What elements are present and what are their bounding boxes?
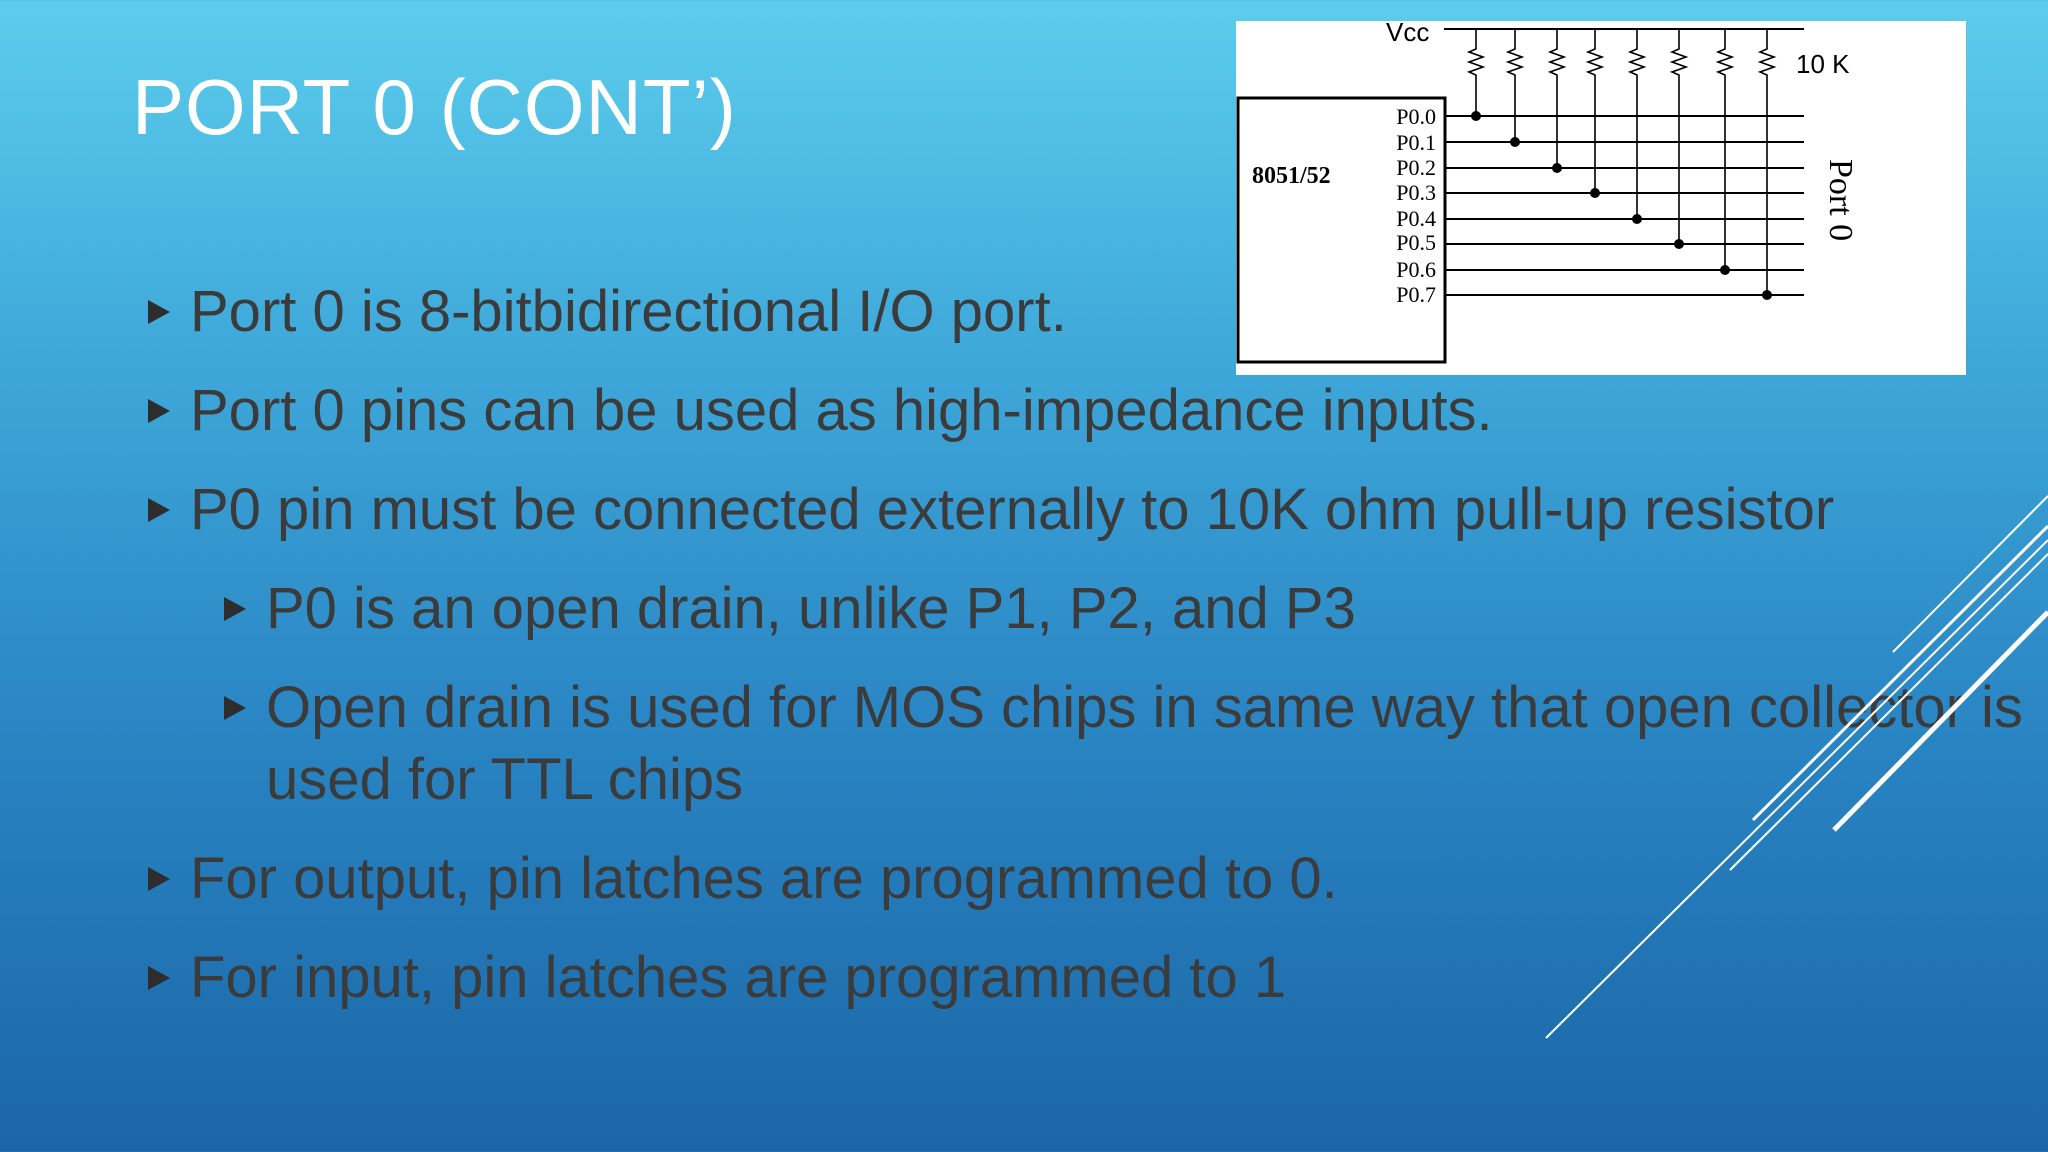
resistor-value-label: 10 K — [1796, 49, 1850, 79]
sub-bullet-item — [224, 573, 1356, 645]
slide-title: PORT 0 (CONT’) — [132, 63, 737, 151]
triangle-bullet-icon — [148, 867, 170, 891]
bullet-item — [148, 942, 1286, 1014]
pin-label: P0.6 — [1396, 257, 1436, 282]
bullet-item — [148, 375, 1493, 447]
pin-label: P0.5 — [1396, 230, 1436, 255]
bullet-text: Port 0 pins can be used as high-impedance inputs. — [190, 378, 1493, 443]
triangle-bullet-icon — [148, 399, 170, 423]
triangle-bullet-icon — [224, 696, 246, 720]
pin-label: P0.2 — [1396, 155, 1436, 180]
chip-label: 8051/52 — [1252, 163, 1331, 189]
vcc-label: Vcc — [1386, 21, 1430, 47]
triangle-bullet-icon — [148, 300, 170, 324]
sub-bullet-item — [224, 672, 2048, 816]
pull-up-resistors — [1469, 29, 1774, 295]
pin-label: P0.3 — [1396, 180, 1436, 205]
junction-dots — [1471, 111, 1772, 300]
bullet-text: For input, pin latches are programmed to 1 — [190, 945, 1287, 1010]
bullet-text: P0 is an open drain, unlike P1, P2, and P3 — [266, 576, 1356, 641]
pin-label: P0.4 — [1396, 206, 1436, 231]
bullet-text: Port 0 is 8-bitbidirectional I/O port. — [190, 279, 1067, 344]
port0-circuit-diagram — [1236, 21, 1966, 375]
port-label: Port 0 — [1822, 159, 1859, 242]
bullet-item — [148, 474, 1834, 546]
bullet-item — [148, 843, 1338, 915]
bullet-item — [148, 276, 1067, 348]
bullet-text: Open drain is used for MOS chips in same way that open collector is used for TTL chips — [266, 675, 2023, 812]
bullet-text: For output, pin latches are programmed to 0. — [190, 846, 1338, 911]
pin-label: P0.7 — [1396, 282, 1436, 307]
pin-lines — [1445, 116, 1804, 295]
triangle-bullet-icon — [148, 966, 170, 990]
triangle-bullet-icon — [148, 498, 170, 522]
bullet-text: P0 pin must be connected externally to 10K ohm pull-up resistor — [190, 477, 1835, 542]
pin-label: P0.1 — [1396, 130, 1436, 155]
pin-label: P0.0 — [1396, 104, 1436, 129]
triangle-bullet-icon — [224, 597, 246, 621]
